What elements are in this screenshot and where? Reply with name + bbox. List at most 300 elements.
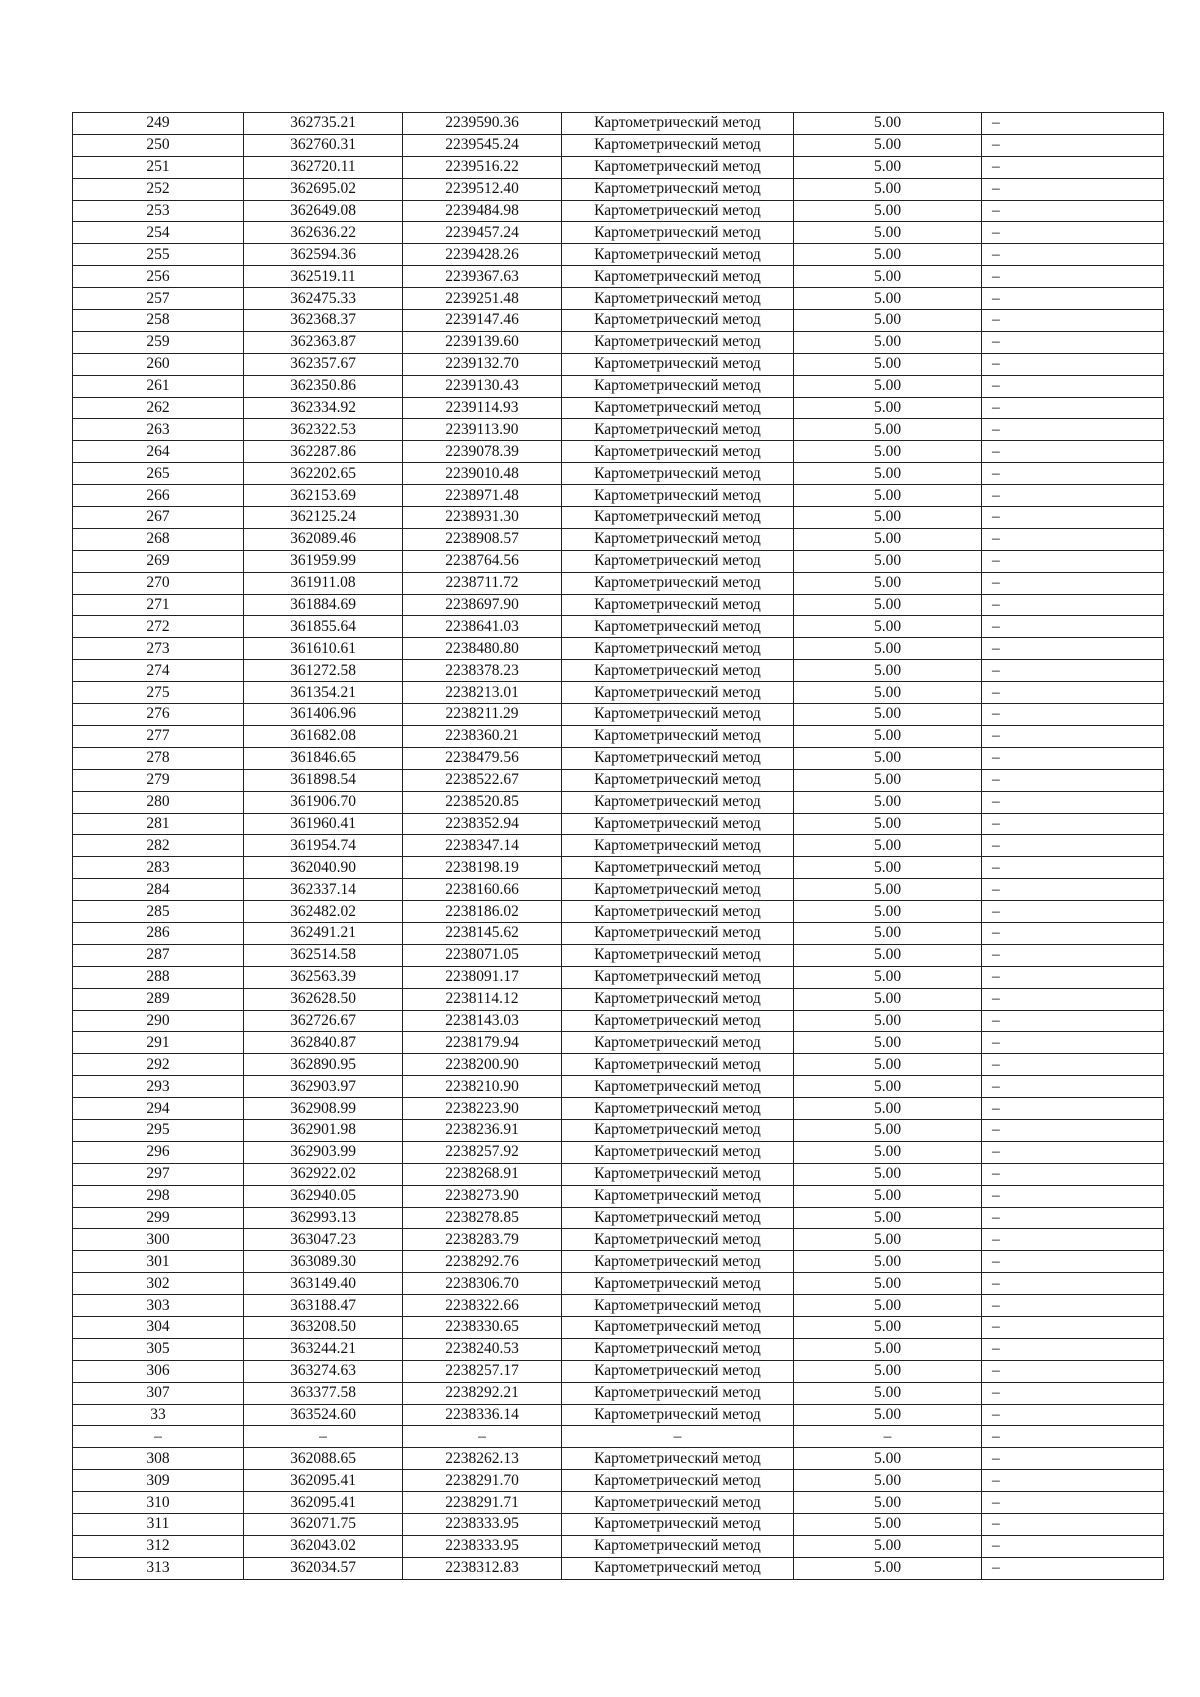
y-coordinate-cell: 2238322.66 xyxy=(403,1295,562,1317)
y-coordinate-cell: 2239251.48 xyxy=(403,288,562,310)
table-row xyxy=(73,1470,1164,1492)
accuracy-cell: 5.00 xyxy=(794,791,982,813)
y-coordinate-cell: 2238931.30 xyxy=(403,507,562,529)
table-row xyxy=(73,1557,1164,1579)
point-number-cell: 280 xyxy=(73,791,244,813)
note-cell: – xyxy=(982,682,1164,704)
x-coordinate-cell: 362482.02 xyxy=(244,901,403,923)
method-cell: Картометрический метод xyxy=(562,222,794,244)
accuracy-cell: 5.00 xyxy=(794,266,982,288)
x-coordinate-cell: 362125.24 xyxy=(244,507,403,529)
note-cell: – xyxy=(982,1295,1164,1317)
y-coordinate-cell: 2238160.66 xyxy=(403,879,562,901)
accuracy-cell: 5.00 xyxy=(794,310,982,332)
x-coordinate-cell: 363149.40 xyxy=(244,1273,403,1295)
method-cell: Картометрический метод xyxy=(562,507,794,529)
table-row xyxy=(73,1163,1164,1185)
note-cell: – xyxy=(982,178,1164,200)
table-row xyxy=(73,1010,1164,1032)
method-cell: Картометрический метод xyxy=(562,1535,794,1557)
x-coordinate-cell: 361354.21 xyxy=(244,682,403,704)
y-coordinate-cell: 2238200.90 xyxy=(403,1054,562,1076)
note-cell: – xyxy=(982,1448,1164,1470)
accuracy-cell: 5.00 xyxy=(794,353,982,375)
x-coordinate-cell: 361406.96 xyxy=(244,704,403,726)
table-row xyxy=(73,1295,1164,1317)
table-row xyxy=(73,922,1164,944)
method-cell: Картометрический метод xyxy=(562,594,794,616)
accuracy-cell: 5.00 xyxy=(794,1229,982,1251)
y-coordinate-cell: 2238378.23 xyxy=(403,660,562,682)
note-cell: – xyxy=(982,901,1164,923)
table-row xyxy=(73,528,1164,550)
method-cell: Картометрический метод xyxy=(562,1382,794,1404)
x-coordinate-cell: 362940.05 xyxy=(244,1185,403,1207)
y-coordinate-cell: 2238257.92 xyxy=(403,1141,562,1163)
method-cell: Картометрический метод xyxy=(562,331,794,353)
point-number-cell: 277 xyxy=(73,725,244,747)
point-number-cell: 279 xyxy=(73,769,244,791)
y-coordinate-cell: 2238330.65 xyxy=(403,1316,562,1338)
note-cell: – xyxy=(982,1076,1164,1098)
accuracy-cell: 5.00 xyxy=(794,244,982,266)
x-coordinate-cell: 361610.61 xyxy=(244,638,403,660)
table-row xyxy=(73,660,1164,682)
note-cell: – xyxy=(982,791,1164,813)
note-cell: – xyxy=(982,616,1164,638)
table-row xyxy=(73,813,1164,835)
y-coordinate-cell: 2238213.01 xyxy=(403,682,562,704)
table-row xyxy=(73,857,1164,879)
accuracy-cell: 5.00 xyxy=(794,463,982,485)
accuracy-cell: 5.00 xyxy=(794,200,982,222)
table-row xyxy=(73,1098,1164,1120)
x-coordinate-cell: 362636.22 xyxy=(244,222,403,244)
method-cell: Картометрический метод xyxy=(562,638,794,660)
table-row xyxy=(73,1119,1164,1141)
y-coordinate-cell: 2238697.90 xyxy=(403,594,562,616)
accuracy-cell: 5.00 xyxy=(794,682,982,704)
accuracy-cell: 5.00 xyxy=(794,879,982,901)
x-coordinate-cell: 361959.99 xyxy=(244,550,403,572)
method-cell: Картометрический метод xyxy=(562,1273,794,1295)
y-coordinate-cell: 2239484.98 xyxy=(403,200,562,222)
accuracy-cell: 5.00 xyxy=(794,375,982,397)
point-number-cell: 251 xyxy=(73,156,244,178)
accuracy-cell: 5.00 xyxy=(794,901,982,923)
method-cell: Картометрический метод xyxy=(562,813,794,835)
method-cell: Картометрический метод xyxy=(562,1316,794,1338)
accuracy-cell: 5.00 xyxy=(794,1076,982,1098)
y-coordinate-cell: 2238312.83 xyxy=(403,1557,562,1579)
y-coordinate-cell: 2239590.36 xyxy=(403,113,562,135)
method-cell: Картометрический метод xyxy=(562,1514,794,1536)
accuracy-cell: 5.00 xyxy=(794,704,982,726)
y-coordinate-cell: 2238186.02 xyxy=(403,901,562,923)
accuracy-cell: 5.00 xyxy=(794,1054,982,1076)
accuracy-cell: 5.00 xyxy=(794,441,982,463)
method-cell: Картометрический метод xyxy=(562,156,794,178)
y-coordinate-cell: 2238306.70 xyxy=(403,1273,562,1295)
table-row xyxy=(73,769,1164,791)
note-cell: – xyxy=(982,1185,1164,1207)
x-coordinate-cell: 362089.46 xyxy=(244,528,403,550)
point-number-cell: 304 xyxy=(73,1316,244,1338)
y-coordinate-cell: 2238291.70 xyxy=(403,1470,562,1492)
y-coordinate-cell: 2239512.40 xyxy=(403,178,562,200)
method-cell: Картометрический метод xyxy=(562,1492,794,1514)
method-cell: Картометрический метод xyxy=(562,988,794,1010)
method-cell: Картометрический метод xyxy=(562,704,794,726)
table-row xyxy=(73,638,1164,660)
x-coordinate-cell: 361911.08 xyxy=(244,572,403,594)
y-coordinate-cell: 2238908.57 xyxy=(403,528,562,550)
x-coordinate-cell: 362760.31 xyxy=(244,134,403,156)
accuracy-cell: 5.00 xyxy=(794,178,982,200)
point-number-cell: 274 xyxy=(73,660,244,682)
point-number-cell: 309 xyxy=(73,1470,244,1492)
note-cell: – xyxy=(982,966,1164,988)
point-number-cell: 275 xyxy=(73,682,244,704)
x-coordinate-cell: 362287.86 xyxy=(244,441,403,463)
table-row xyxy=(73,244,1164,266)
table-row xyxy=(73,1273,1164,1295)
accuracy-cell: 5.00 xyxy=(794,1273,982,1295)
method-cell: Картометрический метод xyxy=(562,1360,794,1382)
x-coordinate-cell: 362202.65 xyxy=(244,463,403,485)
table-row xyxy=(73,507,1164,529)
point-number-cell: 254 xyxy=(73,222,244,244)
point-number-cell: 298 xyxy=(73,1185,244,1207)
table-row xyxy=(73,1141,1164,1163)
x-coordinate-cell: 362040.90 xyxy=(244,857,403,879)
accuracy-cell: – xyxy=(794,1426,982,1448)
note-cell: – xyxy=(982,353,1164,375)
x-coordinate-cell: 362095.41 xyxy=(244,1492,403,1514)
x-coordinate-cell: 362337.14 xyxy=(244,879,403,901)
y-coordinate-cell: 2238641.03 xyxy=(403,616,562,638)
table-row xyxy=(73,288,1164,310)
method-cell: Картометрический метод xyxy=(562,375,794,397)
x-coordinate-cell: 362034.57 xyxy=(244,1557,403,1579)
note-cell: – xyxy=(982,857,1164,879)
accuracy-cell: 5.00 xyxy=(794,1557,982,1579)
x-coordinate-cell: 362890.95 xyxy=(244,1054,403,1076)
y-coordinate-cell: 2238336.14 xyxy=(403,1404,562,1426)
method-cell: Картометрический метод xyxy=(562,353,794,375)
table-row xyxy=(73,1382,1164,1404)
accuracy-cell: 5.00 xyxy=(794,1470,982,1492)
method-cell: Картометрический метод xyxy=(562,1098,794,1120)
method-cell: Картометрический метод xyxy=(562,879,794,901)
x-coordinate-cell: 361906.70 xyxy=(244,791,403,813)
table-row xyxy=(73,1251,1164,1273)
table-row xyxy=(73,397,1164,419)
y-coordinate-cell: 2238198.19 xyxy=(403,857,562,879)
method-cell: Картометрический метод xyxy=(562,1251,794,1273)
table-row xyxy=(73,1360,1164,1382)
y-coordinate-cell: 2238223.90 xyxy=(403,1098,562,1120)
point-number-cell: 269 xyxy=(73,550,244,572)
note-cell: – xyxy=(982,988,1164,1010)
note-cell: – xyxy=(982,944,1164,966)
table-row xyxy=(73,550,1164,572)
accuracy-cell: 5.00 xyxy=(794,397,982,419)
table-row xyxy=(73,1316,1164,1338)
note-cell: – xyxy=(982,1514,1164,1536)
accuracy-cell: 5.00 xyxy=(794,747,982,769)
x-coordinate-cell: 362071.75 xyxy=(244,1514,403,1536)
x-coordinate-cell: 362726.67 xyxy=(244,1010,403,1032)
y-coordinate-cell: 2238143.03 xyxy=(403,1010,562,1032)
method-cell: Картометрический метод xyxy=(562,857,794,879)
method-cell: Картометрический метод xyxy=(562,310,794,332)
y-coordinate-cell: 2238145.62 xyxy=(403,922,562,944)
method-cell: Картометрический метод xyxy=(562,1404,794,1426)
x-coordinate-cell: 362475.33 xyxy=(244,288,403,310)
point-number-cell: 305 xyxy=(73,1338,244,1360)
point-number-cell: 278 xyxy=(73,747,244,769)
point-number-cell: 261 xyxy=(73,375,244,397)
y-coordinate-cell: 2238268.91 xyxy=(403,1163,562,1185)
point-number-cell: 308 xyxy=(73,1448,244,1470)
table-row xyxy=(73,113,1164,135)
y-coordinate-cell: 2238273.90 xyxy=(403,1185,562,1207)
y-coordinate-cell: 2238520.85 xyxy=(403,791,562,813)
x-coordinate-cell: 362901.98 xyxy=(244,1119,403,1141)
note-cell: – xyxy=(982,1492,1164,1514)
method-cell: Картометрический метод xyxy=(562,835,794,857)
point-number-cell: 258 xyxy=(73,310,244,332)
point-number-cell: 256 xyxy=(73,266,244,288)
table-row xyxy=(73,1514,1164,1536)
point-number-cell: 302 xyxy=(73,1273,244,1295)
method-cell: Картометрический метод xyxy=(562,901,794,923)
table-row xyxy=(73,485,1164,507)
accuracy-cell: 5.00 xyxy=(794,594,982,616)
note-cell: – xyxy=(982,1316,1164,1338)
note-cell: – xyxy=(982,1426,1164,1448)
point-number-cell: 276 xyxy=(73,704,244,726)
note-cell: – xyxy=(982,113,1164,135)
point-number-cell: 312 xyxy=(73,1535,244,1557)
accuracy-cell: 5.00 xyxy=(794,638,982,660)
note-cell: – xyxy=(982,528,1164,550)
table-row xyxy=(73,1032,1164,1054)
x-coordinate-cell: 362903.99 xyxy=(244,1141,403,1163)
note-cell: – xyxy=(982,1010,1164,1032)
y-coordinate-cell: 2238333.95 xyxy=(403,1535,562,1557)
x-coordinate-cell: 362088.65 xyxy=(244,1448,403,1470)
y-coordinate-cell: 2238071.05 xyxy=(403,944,562,966)
y-coordinate-cell: 2238291.71 xyxy=(403,1492,562,1514)
y-coordinate-cell: 2238347.14 xyxy=(403,835,562,857)
accuracy-cell: 5.00 xyxy=(794,528,982,550)
note-cell: – xyxy=(982,594,1164,616)
accuracy-cell: 5.00 xyxy=(794,725,982,747)
method-cell: Картометрический метод xyxy=(562,966,794,988)
accuracy-cell: 5.00 xyxy=(794,813,982,835)
accuracy-cell: 5.00 xyxy=(794,1492,982,1514)
note-cell: – xyxy=(982,572,1164,594)
note-cell: – xyxy=(982,375,1164,397)
point-number-cell: 300 xyxy=(73,1229,244,1251)
y-coordinate-cell: 2238292.21 xyxy=(403,1382,562,1404)
accuracy-cell: 5.00 xyxy=(794,1032,982,1054)
note-cell: – xyxy=(982,1273,1164,1295)
note-cell: – xyxy=(982,331,1164,353)
y-coordinate-cell: 2238210.90 xyxy=(403,1076,562,1098)
table-row xyxy=(73,419,1164,441)
note-cell: – xyxy=(982,419,1164,441)
point-number-cell: 257 xyxy=(73,288,244,310)
method-cell: Картометрический метод xyxy=(562,528,794,550)
x-coordinate-cell: 362153.69 xyxy=(244,485,403,507)
table-row xyxy=(73,156,1164,178)
y-coordinate-cell: – xyxy=(403,1426,562,1448)
accuracy-cell: 5.00 xyxy=(794,507,982,529)
note-cell: – xyxy=(982,922,1164,944)
note-cell: – xyxy=(982,485,1164,507)
x-coordinate-cell: 361272.58 xyxy=(244,660,403,682)
point-number-cell: 267 xyxy=(73,507,244,529)
table-row xyxy=(73,353,1164,375)
point-number-cell: 292 xyxy=(73,1054,244,1076)
method-cell: – xyxy=(562,1426,794,1448)
accuracy-cell: 5.00 xyxy=(794,944,982,966)
point-number-cell: 263 xyxy=(73,419,244,441)
point-number-cell: 271 xyxy=(73,594,244,616)
note-cell: – xyxy=(982,813,1164,835)
point-number-cell: 282 xyxy=(73,835,244,857)
point-number-cell: 295 xyxy=(73,1119,244,1141)
accuracy-cell: 5.00 xyxy=(794,769,982,791)
method-cell: Картометрический метод xyxy=(562,660,794,682)
table-row xyxy=(73,682,1164,704)
note-cell: – xyxy=(982,507,1164,529)
accuracy-cell: 5.00 xyxy=(794,1119,982,1141)
table-row xyxy=(73,1229,1164,1251)
method-cell: Картометрический метод xyxy=(562,200,794,222)
point-number-cell: 285 xyxy=(73,901,244,923)
table-row xyxy=(73,725,1164,747)
method-cell: Картометрический метод xyxy=(562,463,794,485)
note-cell: – xyxy=(982,244,1164,266)
note-cell: – xyxy=(982,1557,1164,1579)
accuracy-cell: 5.00 xyxy=(794,1010,982,1032)
x-coordinate-cell: 362334.92 xyxy=(244,397,403,419)
accuracy-cell: 5.00 xyxy=(794,1360,982,1382)
y-coordinate-cell: 2239139.60 xyxy=(403,331,562,353)
point-number-cell: 307 xyxy=(73,1382,244,1404)
method-cell: Картометрический метод xyxy=(562,1207,794,1229)
x-coordinate-cell: 362491.21 xyxy=(244,922,403,944)
accuracy-cell: 5.00 xyxy=(794,988,982,1010)
accuracy-cell: 5.00 xyxy=(794,113,982,135)
method-cell: Картометрический метод xyxy=(562,441,794,463)
y-coordinate-cell: 2238211.29 xyxy=(403,704,562,726)
method-cell: Картометрический метод xyxy=(562,769,794,791)
table-row xyxy=(73,901,1164,923)
method-cell: Картометрический метод xyxy=(562,682,794,704)
y-coordinate-cell: 2238292.76 xyxy=(403,1251,562,1273)
x-coordinate-cell: 362993.13 xyxy=(244,1207,403,1229)
x-coordinate-cell: 362363.87 xyxy=(244,331,403,353)
note-cell: – xyxy=(982,463,1164,485)
note-cell: – xyxy=(982,1535,1164,1557)
method-cell: Картометрический метод xyxy=(562,550,794,572)
method-cell: Картометрический метод xyxy=(562,1032,794,1054)
accuracy-cell: 5.00 xyxy=(794,616,982,638)
accuracy-cell: 5.00 xyxy=(794,485,982,507)
note-cell: – xyxy=(982,1251,1164,1273)
y-coordinate-cell: 2238114.12 xyxy=(403,988,562,1010)
method-cell: Картометрический метод xyxy=(562,1338,794,1360)
point-number-cell: 273 xyxy=(73,638,244,660)
point-number-cell: 33 xyxy=(73,1404,244,1426)
accuracy-cell: 5.00 xyxy=(794,156,982,178)
method-cell: Картометрический метод xyxy=(562,485,794,507)
x-coordinate-cell: 363377.58 xyxy=(244,1382,403,1404)
note-cell: – xyxy=(982,879,1164,901)
note-cell: – xyxy=(982,638,1164,660)
note-cell: – xyxy=(982,725,1164,747)
note-cell: – xyxy=(982,1141,1164,1163)
x-coordinate-cell: 361954.74 xyxy=(244,835,403,857)
note-cell: – xyxy=(982,1032,1164,1054)
x-coordinate-cell: 361898.54 xyxy=(244,769,403,791)
x-coordinate-cell: 362350.86 xyxy=(244,375,403,397)
point-number-cell: 306 xyxy=(73,1360,244,1382)
y-coordinate-cell: 2238522.67 xyxy=(403,769,562,791)
method-cell: Картометрический метод xyxy=(562,1076,794,1098)
x-coordinate-cell: 361682.08 xyxy=(244,725,403,747)
table-row xyxy=(73,1448,1164,1470)
x-coordinate-cell: 361960.41 xyxy=(244,813,403,835)
y-coordinate-cell: 2239457.24 xyxy=(403,222,562,244)
x-coordinate-cell: 362594.36 xyxy=(244,244,403,266)
point-number-cell: 284 xyxy=(73,879,244,901)
accuracy-cell: 5.00 xyxy=(794,1338,982,1360)
accuracy-cell: 5.00 xyxy=(794,660,982,682)
point-number-cell: 287 xyxy=(73,944,244,966)
y-coordinate-cell: 2238764.56 xyxy=(403,550,562,572)
y-coordinate-cell: 2238479.56 xyxy=(403,747,562,769)
accuracy-cell: 5.00 xyxy=(794,1295,982,1317)
point-number-cell: 265 xyxy=(73,463,244,485)
method-cell: Картометрический метод xyxy=(562,1185,794,1207)
method-cell: Картометрический метод xyxy=(562,725,794,747)
point-number-cell: 310 xyxy=(73,1492,244,1514)
accuracy-cell: 5.00 xyxy=(794,1185,982,1207)
table-row xyxy=(73,966,1164,988)
method-cell: Картометрический метод xyxy=(562,266,794,288)
note-cell: – xyxy=(982,310,1164,332)
y-coordinate-cell: 2238352.94 xyxy=(403,813,562,835)
y-coordinate-cell: 2238283.79 xyxy=(403,1229,562,1251)
method-cell: Картометрический метод xyxy=(562,1470,794,1492)
table-row xyxy=(73,441,1164,463)
table-row xyxy=(73,178,1164,200)
y-coordinate-cell: 2238480.80 xyxy=(403,638,562,660)
y-coordinate-cell: 2238262.13 xyxy=(403,1448,562,1470)
note-cell: – xyxy=(982,156,1164,178)
table-row xyxy=(73,375,1164,397)
note-cell: – xyxy=(982,1054,1164,1076)
method-cell: Картометрический метод xyxy=(562,572,794,594)
point-number-cell: 283 xyxy=(73,857,244,879)
note-cell: – xyxy=(982,222,1164,244)
